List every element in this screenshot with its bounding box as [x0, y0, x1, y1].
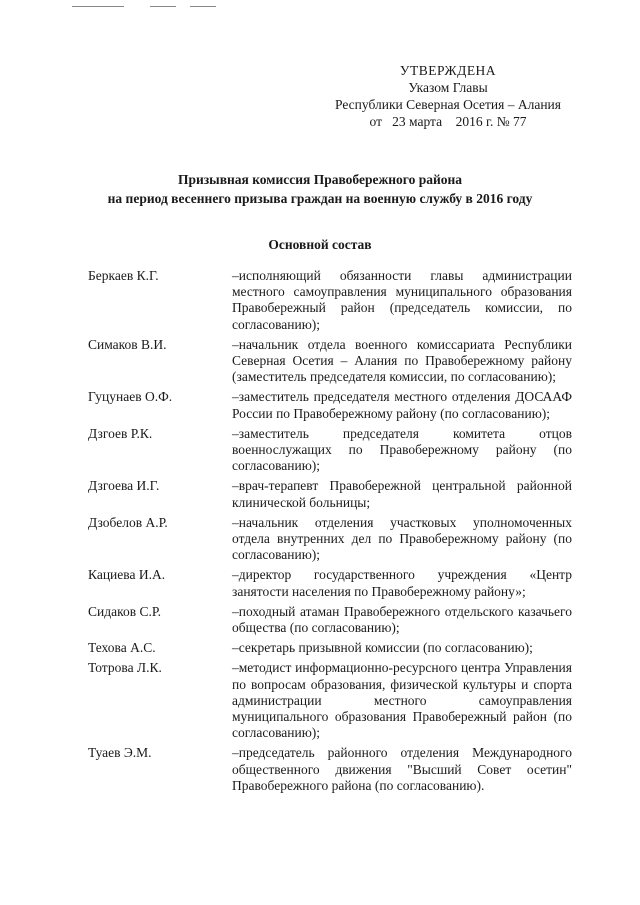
approval-republic: Республики Северная Осетия – Алания	[335, 97, 561, 112]
member-row	[88, 745, 572, 794]
scan-artifact-line	[190, 6, 216, 7]
member-position: –заместитель председателя местного отделения ДОСААФ России по Правобережному району (по согласованию);	[232, 389, 572, 421]
member-name: Туаев Э.М.	[88, 745, 152, 761]
member-row	[88, 478, 572, 510]
member-row	[88, 660, 572, 741]
section-title: Основной состав	[268, 237, 372, 252]
document-title-line-2: на период весеннего призыва граждан на военную службу в 2016 году	[107, 191, 533, 206]
members-list	[88, 268, 572, 798]
scan-artifact-line	[150, 6, 176, 7]
approval-heading: УТВЕРЖДЕНА	[399, 63, 497, 78]
member-name: Дзгоева И.Г.	[88, 478, 160, 494]
member-row	[88, 640, 572, 656]
document-title-line-1: Призывная комиссия Правобережного района	[177, 172, 463, 187]
member-row	[88, 389, 572, 421]
member-name: Сидаков С.Р.	[88, 603, 162, 619]
member-name: Гуцунаев О.Ф.	[88, 389, 173, 405]
member-position: –председатель районного отделения Международного общественного движения "Высший Совет осетин" Правобережного района (по согласованию).	[232, 745, 572, 793]
member-position: –исполняющий обязанности главы администрации местного самоуправления муниципального образования Правобережный район (председатель комиссии, по согласованию);	[232, 268, 572, 332]
member-row	[88, 515, 572, 564]
approval-date: от 23 марта 2016 г. № 77	[369, 114, 527, 129]
member-position: –заместитель председателя комитета отцов военнослужащих по Правобережному району (по согласованию);	[232, 425, 572, 474]
approval-decree: Указом Главы	[408, 80, 488, 95]
member-position: –походный атаман Правобережного отдельского казачьего общества (по согласованию);	[232, 603, 572, 636]
approval-block	[318, 62, 578, 130]
member-position: –директор государственного учреждения «Центр занятости населения по Правобережному району»;	[232, 567, 572, 599]
member-name: Беркаев К.Г.	[88, 268, 159, 283]
member-row	[88, 567, 572, 599]
member-row	[88, 604, 572, 636]
member-name: Кациева И.А.	[88, 567, 166, 583]
member-name: Симаков В.И.	[88, 336, 167, 352]
member-position: –начальник отделения участковых уполномоченных отдела внутренних дел по Правобережному району (по согласованию);	[232, 514, 572, 563]
document-title	[60, 170, 580, 208]
member-row	[88, 268, 572, 333]
member-row	[88, 337, 572, 386]
member-row	[88, 426, 572, 475]
member-name: Тотрова Л.К.	[88, 660, 162, 676]
member-position: –начальник отдела военного комиссариата Республики Северная Осетия – Алания по Правобережному району (заместитель председателя комиссии, по согласованию);	[232, 336, 572, 385]
scan-artifact-line	[72, 6, 124, 7]
member-name: Дзгоев Р.К.	[88, 425, 153, 441]
member-name: Техова А.С.	[88, 640, 156, 656]
member-position: –секретарь призывной комиссии (по согласованию);	[232, 640, 533, 656]
member-position: –методист информационно-ресурсного центра Управления по вопросам образования, физической культуры и спорта администрации местного самоуправления муниципального образования Правобережный район (по согласованию);	[232, 660, 572, 741]
member-name: Дзобелов А.Р.	[88, 514, 168, 530]
member-position: –врач-терапевт Правобережной центральной районной клинической больницы;	[232, 478, 572, 510]
